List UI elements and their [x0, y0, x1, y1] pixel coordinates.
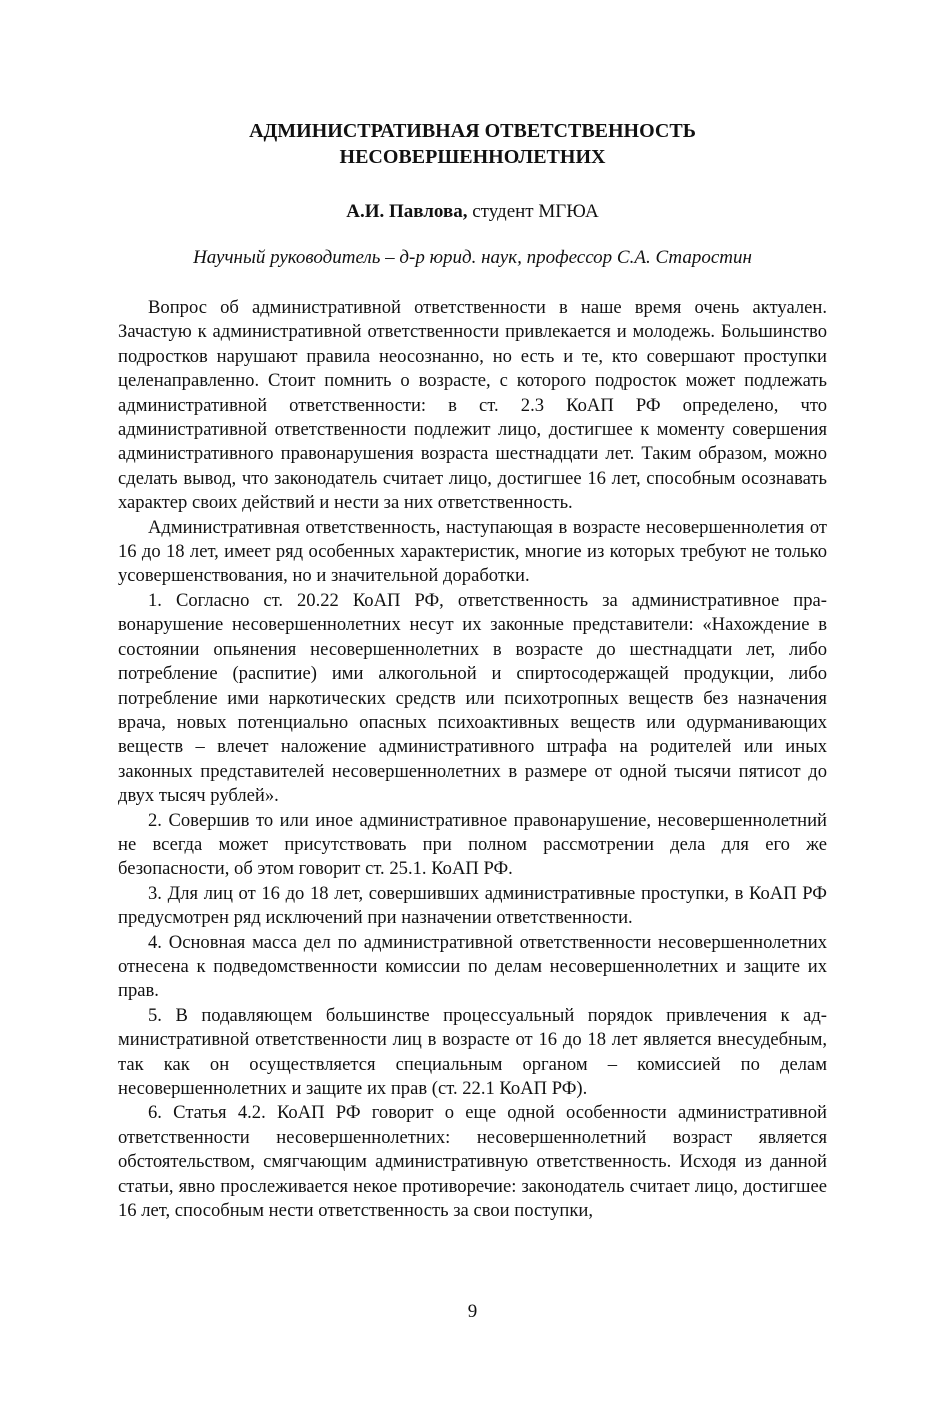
paragraph-overview: Административная ответственность, наступающая в возрасте несовершеннолетия от 16 до 18 лет, имеет ряд особенных характеристик, многие из которых требуют не только усовершенствования, но и значительной доработки. — [118, 516, 827, 587]
paragraph-item-6: 6. Статья 4.2. КоАП РФ говорит о еще одной особенности административной ответственности несовершеннолетних: несовершеннолетний возраст является обстоятельством, смягчающим административную ответственность. Исходя из данной статьи, явно прослеживается некое противоречие: законодатель считает лицо, достигшее 16 лет, способным нести ответственность за свои поступки, — [118, 1102, 827, 1222]
paragraph-item-4: 4. Основная масса дел по административной ответственности несовершеннолетних отнесена к подведомственности комиссии по делам несовершеннолетних и защите их прав. — [118, 931, 827, 1002]
paragraph-item-5: 5. В подавляющем большинстве процессуальный порядок привлечения к административной ответственности лиц в возрасте от 16 до 18 лет является внесудебным, так как он осуществляется специальным органом – комиссией по делам несовершеннолетних и защите их прав (ст. 22.1 КоАП РФ). — [118, 1004, 827, 1099]
article-title-line-2: НЕСОВЕРШЕННОЛЕТНИХ — [339, 146, 606, 168]
supervisor-line: Научный руководитель – д-р юрид. наук, профессор С.А. Старостин — [193, 247, 752, 268]
author-line — [118, 200, 827, 224]
page-number: 9 — [467, 1301, 478, 1322]
article-title-line-1: АДМИНИСТРАТИВНАЯ ОТВЕТСТВЕННОСТЬ — [249, 120, 696, 142]
article-title — [118, 118, 827, 170]
paragraph-intro: Вопрос об административной ответственности в наше время очень актуален. Зачастую к административной ответственности привлекается и молодежь. Большинство подростков нарушают правила неосознанно, но есть и те, кто совершают проступки целенаправленно. Стоит помнить о возрасте, с которого подросток может подлежать административной ответственности: в ст. 2.3 КоАП РФ определено, что административной ответственности подлежит лицо, достигшее к моменту совершения административного правонарушения возраста шестнадцати лет. Таким образом, можно сделать вывод, что законодатель считает лицо, достигшее 16 лет, способным осознавать характер своих действий и нести за них ответственность. — [118, 297, 827, 514]
paragraph-item-2: 2. Совершив то или иное административное правонарушение, несовершеннолетний не всегда может присутствовать при полном рассмотрении дела для его же безопасности, об этом говорит ст. 25.1. КоАП РФ. — [118, 809, 827, 880]
paragraph-item-3: 3. Для лиц от 16 до 18 лет, совершивших административные проступки, в КоАП РФ предусмотрен ряд исключений при назначении ответственности. — [118, 882, 827, 929]
paragraph-item-1: 1. Согласно ст. 20.22 КоАП РФ, ответственность за административное правонарушение несовершеннолетних несут их законные представители: «Нахождение в состоянии опьянения несовершеннолетних в возрасте до шестнадцати лет, либо потребление (распитие) ими алкогольной и спиртосодержащей продукции, либо потребление ими наркотических средств или психотропных веществ без назначения врача, новых потенциально опасных психоактивных веществ или одурманивающих веществ – влечет наложение административного штрафа на родителей или иных законных представителей несовершеннолетних в размере от одной тысячи пятисот до двух тысяч рублей». — [118, 589, 827, 807]
author-name: А.И. Павлова, — [346, 201, 468, 222]
author-affiliation: студент МГЮА — [467, 201, 599, 222]
article-body — [118, 296, 827, 1223]
